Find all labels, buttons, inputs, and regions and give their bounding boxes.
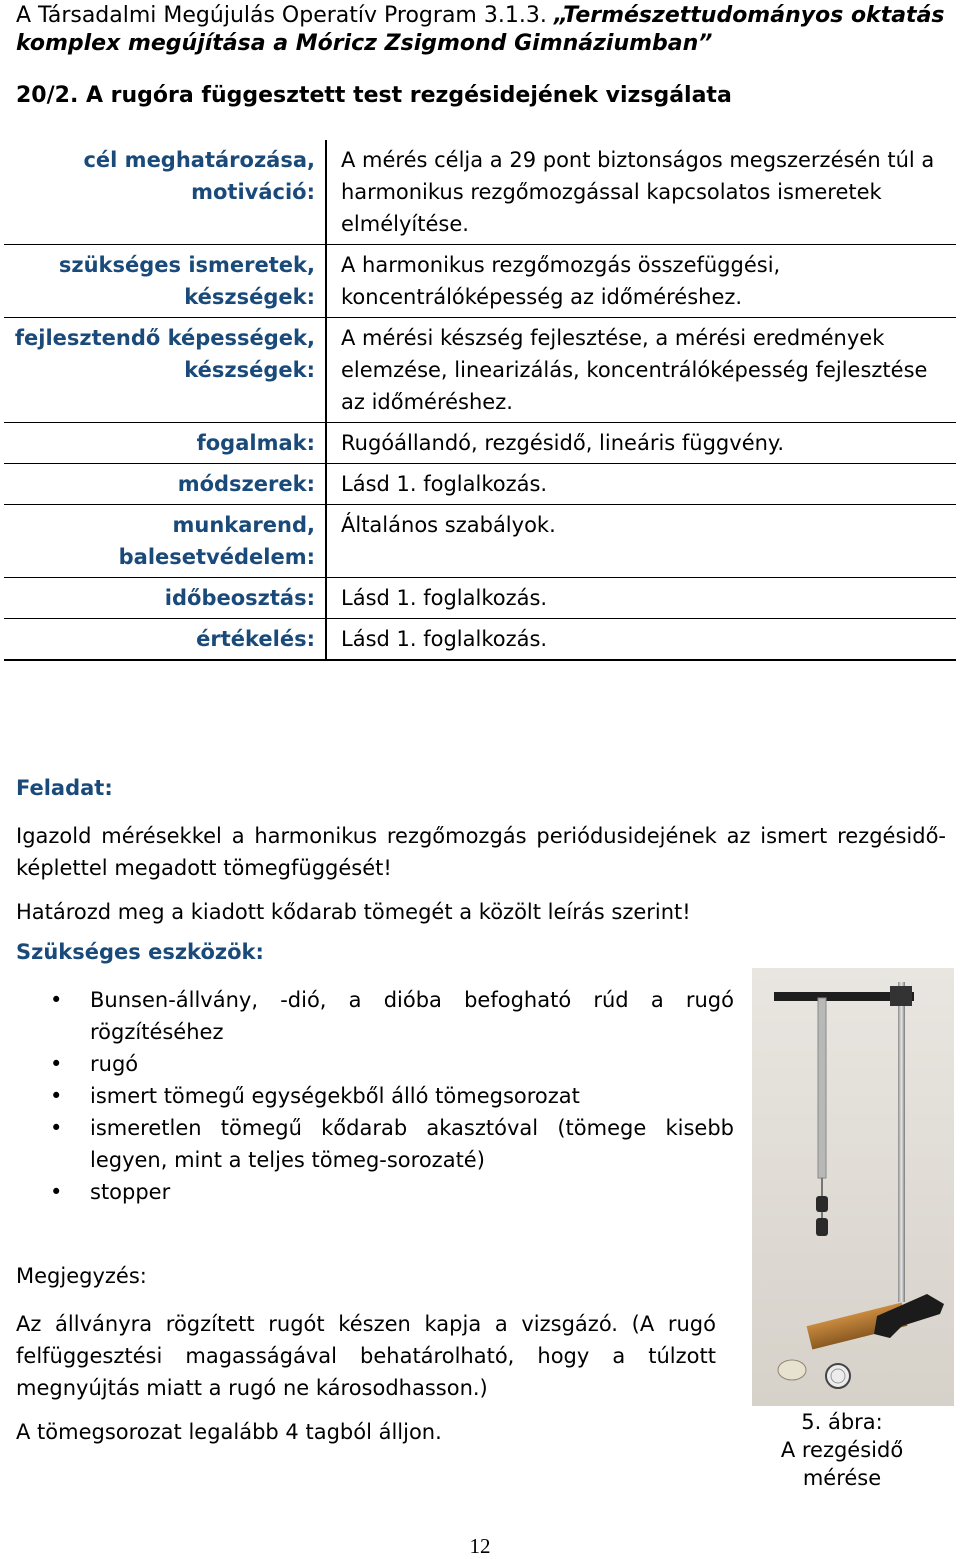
page-header: [16, 2, 946, 58]
table-row: [4, 464, 956, 505]
note-heading: Megjegyzés:: [16, 1264, 147, 1288]
project-title: „Természettudományos oktatás komplex megújítása a Móricz Zsigmond Gimnáziumban”: [16, 3, 945, 56]
weight-2: [816, 1218, 828, 1236]
page-title: 20/2. A rugóra függesztett test rezgésidejének vizsgálata: [16, 83, 732, 108]
stand-rod: [898, 982, 905, 1302]
weight-1: [816, 1196, 828, 1212]
row-label: módszerek:: [4, 464, 326, 505]
figure-caption: [752, 1408, 932, 1492]
photo-background: [752, 968, 954, 1406]
row-value: Lásd 1. foglalkozás.: [326, 578, 956, 619]
row-label: értékelés:: [4, 619, 326, 661]
stopwatch: [826, 1364, 850, 1388]
row-label: cél meghatározása, motiváció:: [4, 140, 326, 245]
list-item: • rugó: [50, 1048, 734, 1080]
row-value: Rugóállandó, rezgésidő, lineáris függvény.: [326, 423, 956, 464]
task-heading: Feladat:: [16, 776, 113, 800]
task-paragraph: Határozd meg a kiadott kődarab tömegét a közölt leírás szerint!: [16, 900, 691, 924]
row-label: munkarend, balesetvédelem:: [4, 505, 326, 578]
table-row: [4, 140, 956, 245]
table-row: [4, 619, 956, 661]
list-item: • ismeretlen tömegű kődarab akasztóval (tömege kisebb legyen, mint a teljes tömeg-sorozaté): [50, 1112, 734, 1176]
table-row: [4, 423, 956, 464]
table-row: [4, 245, 956, 318]
lesson-info-table: [4, 140, 956, 661]
row-value: Általános szabályok.: [326, 505, 956, 578]
figure-caption-text: A rezgésidő mérése: [780, 1438, 904, 1490]
table-row: [4, 505, 956, 578]
stone-piece: [778, 1360, 806, 1380]
row-value: A mérés célja a 29 pont biztonságos megszerzésén túl a harmonikus rezgőmozgással kapcsolatos ismeretek elmélyítése.: [341, 148, 935, 236]
clamp: [890, 986, 912, 1006]
list-item: • Bunsen-állvány, -dió, a dióba befogható rúd a rugó rögzítéséhez: [50, 984, 734, 1048]
row-label: fejlesztendő képességek, készségek:: [4, 318, 326, 423]
list-item: • stopper: [50, 1176, 734, 1208]
row-label: fogalmak:: [4, 423, 326, 464]
row-value: Lásd 1. foglalkozás.: [326, 464, 956, 505]
note-paragraph: Az állványra rögzített rugót készen kapja a vizsgázó. (A rugó felfüggesztési magasságával behatárolható, hogy a túlzott megnyújtás miatt a rugó ne károsodhasson.): [16, 1312, 716, 1400]
table-row: [4, 318, 956, 423]
spring-scale: [818, 998, 826, 1178]
row-value: A harmonikus rezgőmozgás összefüggési, koncentrálóképesség az időméréshez.: [326, 245, 956, 318]
equipment-heading: Szükséges eszközök:: [16, 940, 264, 964]
page-number: 12: [469, 1534, 491, 1558]
table-row: [4, 578, 956, 619]
row-label: szükséges ismeretek, készségek:: [4, 245, 326, 318]
spring-stand-photo: [752, 968, 954, 1406]
figure-number: 5. ábra:: [801, 1410, 883, 1434]
row-value: A mérési készség fejlesztése, a mérési eredmények elemzése, linearizálás, koncentrálóképesség fejlesztése az időméréshez.: [326, 318, 956, 423]
note-paragraph: A tömegsorozat legalább 4 tagból álljon.: [16, 1420, 442, 1444]
row-label: időbeosztás:: [4, 578, 326, 619]
list-item: • ismert tömegű egységekből álló tömegsorozat: [50, 1080, 734, 1112]
task-paragraph: Igazold mérésekkel a harmonikus rezgőmozgás periódusidejének az ismert rezgésidő-képlettel megadott tömegfüggését!: [16, 824, 946, 880]
program-label: A Társadalmi Megújulás Operatív Program 3.1.3.: [16, 3, 547, 28]
equipment-list: [50, 984, 734, 1208]
row-value: Lásd 1. foglalkozás.: [326, 619, 956, 661]
